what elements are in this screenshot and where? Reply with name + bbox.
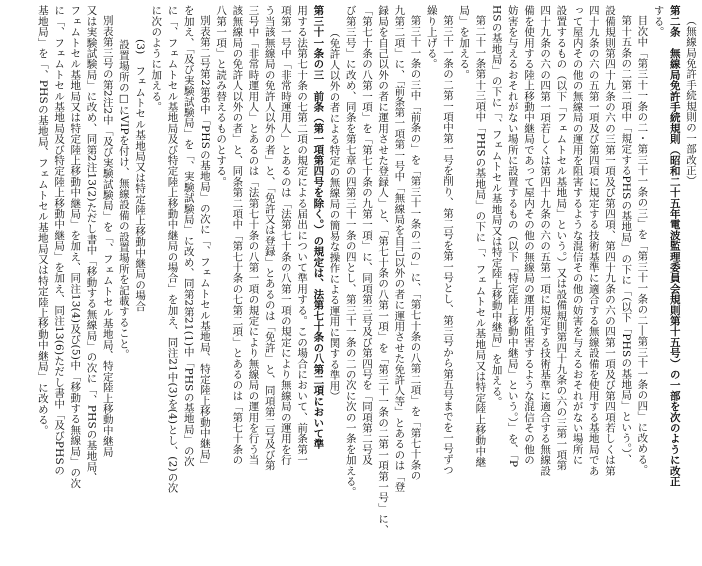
text-line: 設備規則第四十九条の六の三第一項及び第四項、第四十九条の六の四第一項及び第四項若しくは第: [603, 5, 616, 476]
text-line: 目次中「第三十一条の二・第三十一条の三」を「第三十一条の二―第三十一条の四」に改める。: [636, 15, 649, 476]
text-line: する。: [652, 5, 665, 38]
text-line: フェムトセル基地局又は特定陸上移動中継局」を加え、同注13(4)及び(5)中「移動する無線局」の次: [69, 5, 82, 489]
text-line: 項第一号中「非常時運用人」とあるのは「法第七十条の八第一項の規定により無線局の運用を行: [279, 5, 292, 466]
text-line: 四十九条の六の五第一項及び第四項に規定する技術基準に適合する無線設備を使用する基地局であ: [587, 5, 600, 476]
text-line: （無線局免許手続規則の一部改正）: [685, 15, 697, 187]
text-line: 八第一項」と読み替えるものとする。: [215, 5, 228, 187]
text-line: 録局を自己以外の者に運用させた登録人」と、「第七十条の八第一項」を「第三十一条の二第一項第一号」に、: [377, 5, 390, 535]
text-line: って屋内その他の無線局の運用を阻害するような混信その他の妨害を与えるおそれがない場所に: [571, 5, 584, 466]
text-line: 第三十一条の三中「前条の」を「第三十一条の二の」に、「第七十条の八第二項」を「第七十条の: [409, 15, 422, 481]
text-line: 用する法第七十条の七第二項の規定による届出について準用する。この場合において、前条第一: [296, 5, 309, 466]
text-line: (3) フェムトセル基地局又は特定陸上移動中継局の場合: [134, 39, 147, 312]
text-line: に次のように加える。: [150, 5, 163, 112]
text-line: 該無線局の免許人以外の者」と、同条第二項中「第七十条の七第二項」とあるのは「第七十条の: [231, 5, 244, 466]
text-line: 設置場所の□にVIPを付け、無線設備の設置場所を記載すること。: [117, 39, 130, 360]
text-line: 又は実験試験局」に改め、同第2注13(2)ただし書中「移動する無線局」の次に「、PHSの基地局、: [85, 5, 98, 483]
text-line: 妨害を与えるおそれがない場所に設置するもの（以下「特定陸上移動中継局」という。）」を、「P: [506, 5, 519, 468]
text-line: に「、フェムトセル基地局及び特定陸上移動中継局」を加え、同注13(6)ただし書中「及びPHSの: [53, 5, 66, 476]
text-line: 第三十一条の三 前条（第一項第四号を除く。）の規定は、法第七十条の八第二項において準: [312, 5, 325, 450]
text-line: び第三号」に改め、同条を第七章の四第三十一条の四とし、第三十一条の二の次に次の一条を加える。: [344, 5, 357, 498]
text-line: に「、フェムトセル基地局及び特定陸上移動中継局の場合」を加え、同注21中(3)を(4)とし、(2)の次: [166, 5, 179, 494]
text-line: を加え、「及び実験試験局」を「、実験試験局」に改め、同第2第21(1)中「PHSの基地局」の次: [182, 5, 195, 467]
text-line: 基地局」を「、PHSの基地局、フェムトセル基地局又は特定陸上移動中継局」に改める。: [36, 5, 49, 436]
vertical-text-body: [3, 5, 699, 562]
text-line: う当該無線局の免許人以外の者」と、「免許又は登録」とあるのは「免許」と、同項第二号及び第: [263, 5, 276, 471]
text-line: 第二条 無線局免許手続規則（昭和二十五年電波監理委員会規則第十五号）の一部を次のように改正: [668, 5, 681, 487]
text-line: （免許人以外の者による特定の無線局の簡易な操作による運用に関する準用）: [328, 27, 341, 402]
text-line: 局」を加える。: [458, 5, 471, 80]
text-line: 別表第二号第2第6中「PHSの基地局」の次に「、フェムトセル基地局、特定陸上移動中継局」: [198, 15, 211, 471]
text-line: 九第二項」に、「前条第一項第一号中「無線局を自己以外の者に運用させた免許人等」とあるのは「登: [393, 5, 406, 492]
text-line: 繰り上げる。: [425, 5, 438, 70]
text-line: 第二十一条第十三項中「PHSの基地局」の下に「、フェムトセル基地局又は特定陸上移動中継: [474, 15, 487, 468]
text-line: 「第七十条の八第一項」を「第七十条の九第一項」に、同項第三号及び第四号を「同項第二号及: [360, 5, 373, 466]
text-line: 三号中「非常時運用人」とあるのは「法第七十条の八第一項の規定により無線局の運用を行う当: [247, 5, 260, 466]
text-line: 四十九条の六の四第一項若しくは第四十九条の六の五第一項に規定する技術基準に適合する無線設: [539, 5, 552, 476]
text-line: 第三十一条の二第一項中第一号を削り、第二号を第一号とし、第三号から第五号までを一号ずつ: [441, 15, 454, 476]
text-line: HSの基地局」の下に「、フェムトセル基地局又は特定陸上移動中継局」を加える。: [490, 5, 503, 407]
text-line: 設置するもの（以下「フェムトセル基地局」という。）又は設備規則第四十九条の六の三第一項第: [555, 5, 568, 471]
text-line: 第十五条の二第二項中「規定するPHSの基地局」の下に「（以下「PHSの基地局」という。）、: [620, 15, 633, 465]
text-line: 備を使用する陸上移動中継局であって屋内その他の無線局の運用を阻害するような混信その他の: [522, 5, 535, 466]
text-line: 別表第三号の第2注2中「及び実験試験局」を「、フェムトセル基地局、特定陸上移動中継局: [101, 15, 114, 457]
